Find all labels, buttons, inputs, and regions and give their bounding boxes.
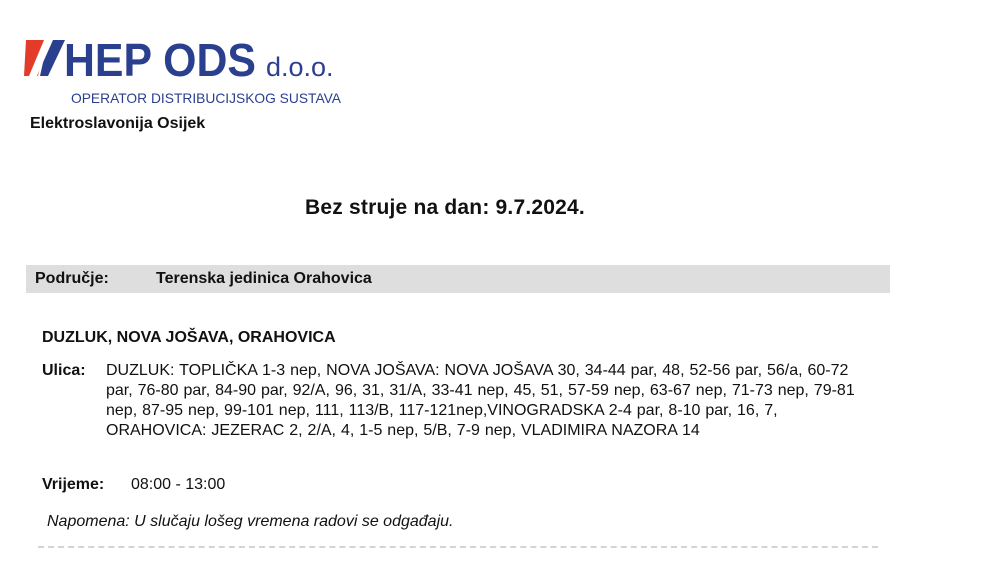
area-value: Terenska jedinica Orahovica bbox=[156, 270, 372, 287]
street-label: Ulica: bbox=[42, 362, 86, 379]
logo-tagline: OPERATOR DISTRIBUCIJSKOG SUSTAVA bbox=[71, 90, 342, 106]
logo-suffix: d.o.o. bbox=[266, 52, 334, 82]
street-list: DUZLUK: TOPLIČKA 1-3 nep, NOVA JOŠAVA: NOVA JOŠAVA 30, 34-44 par, 48, 52-56 par, 56/a, 60-72 par, 76-80 par, 84-90 par, 92/A, 96, 31, 31/A, 33-41 nep, 45, 51, 57-59 nep, 63-67 nep, 71-73 nep, 79-81 nep, 87-95 nep, 99-101 nep, 111, 113/B, 117-121nep,VINOGRADSKA 2-4 par, 8-10 par, 16, 7, ORAHOVICA: JEZERAC 2, 2/A, 4, 1-5 nep, 5/B, 7-9 nep, VLADIMIRA NAZORA 14 bbox=[106, 362, 855, 439]
page-title: Bez struje na dan: 9.7.2024. bbox=[305, 196, 585, 219]
area-label: Područje: bbox=[35, 270, 109, 287]
settlements-heading: DUZLUK, NOVA JOŠAVA, ORAHOVICA bbox=[42, 329, 336, 346]
hep-ods-logo bbox=[24, 36, 354, 108]
area-bar bbox=[26, 265, 890, 293]
hep-logo-mark bbox=[24, 40, 65, 76]
time-label: Vrijeme: bbox=[42, 476, 105, 493]
subsidiary-name: Elektroslavonija Osijek bbox=[30, 115, 206, 132]
divider bbox=[38, 546, 878, 548]
logo-brand: HEP ODS bbox=[64, 36, 256, 86]
note: Napomena: U slučaju lošeg vremena radovi se odgađaju. bbox=[47, 513, 454, 530]
time-value: 08:00 - 13:00 bbox=[131, 476, 226, 493]
